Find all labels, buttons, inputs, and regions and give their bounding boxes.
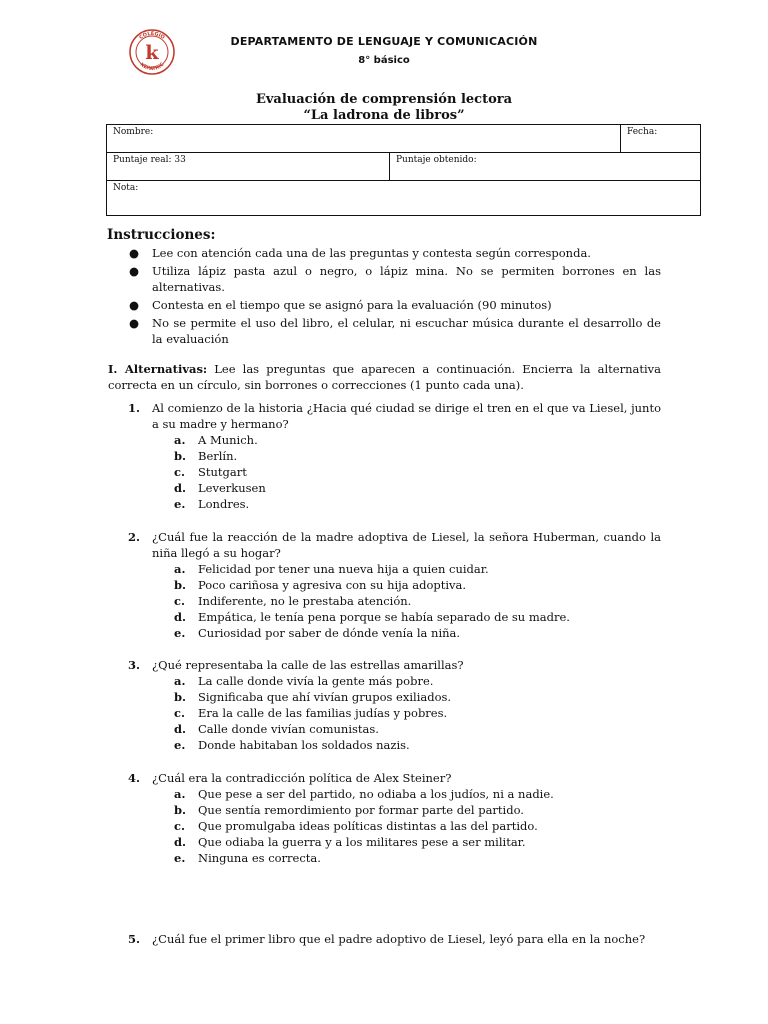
- option-item[interactable]: e. Ninguna es correcta.: [174, 851, 321, 865]
- section-text: Lee las preguntas que aparecen a continuación. Encierra la alternativa correcta en un círculo, sin borrones o correcciones (1 punto cada una).: [108, 362, 661, 392]
- question-number: 5.: [128, 932, 141, 946]
- real-score-field: [107, 153, 390, 181]
- instructions-list: [108, 245, 661, 349]
- option-item[interactable]: c. Indiferente, no le prestaba atención.: [174, 594, 412, 608]
- option-item[interactable]: d. Que odiaba la guerra y a los militares pese a ser militar.: [174, 835, 526, 849]
- name-field[interactable]: [107, 125, 621, 153]
- option-item[interactable]: b. Que sentía remordimiento por formar parte del partido.: [174, 803, 524, 817]
- option-item[interactable]: b. Poco cariñosa y agresiva con su hija adoptiva.: [174, 578, 467, 592]
- real-score-label: Puntaje real: 33: [113, 155, 186, 165]
- question-text: ¿Cuál era la contradicción política de Alex Steiner?: [152, 771, 452, 785]
- grade-label: 8° básico: [358, 55, 410, 66]
- bullet-icon: ●: [129, 316, 140, 330]
- date-field[interactable]: [620, 125, 700, 153]
- question-number: 1.: [128, 401, 141, 415]
- grade-field-label: Nota:: [113, 183, 139, 193]
- date-label: Fecha:: [626, 127, 658, 137]
- option-item[interactable]: d. Leverkusen: [174, 481, 266, 495]
- options-list: [108, 561, 661, 641]
- option-item[interactable]: c. Stutgart: [174, 465, 247, 479]
- options-list: [108, 432, 661, 512]
- question-number: 4.: [128, 771, 141, 785]
- section-label: I. Alternativas:: [108, 362, 208, 376]
- name-label: Nombre:: [113, 127, 154, 137]
- question-3: [108, 657, 661, 753]
- option-item[interactable]: a. Felicidad por tener una nueva hija a quien cuidar.: [174, 562, 489, 576]
- list-item: ● No se permite el uso del libro, el celular, ni escuchar música durante el desarrollo de la evaluación: [129, 316, 661, 346]
- option-item[interactable]: a. Que pese a ser del partido, no odiaba a los judíos, ni a nadie.: [174, 787, 554, 801]
- list-item: ● Lee con atención cada una de las preguntas y contesta según corresponda.: [129, 246, 591, 260]
- bullet-icon: ●: [129, 298, 140, 312]
- question-4: [108, 770, 661, 866]
- option-item[interactable]: a. A Munich.: [174, 433, 258, 447]
- option-item[interactable]: c. Que promulgaba ideas políticas distintas a las del partido.: [174, 819, 538, 833]
- question-text: ¿Cuál fue la reacción de la madre adoptiva de Liesel, la señora Huberman, cuando la niña llegó a su hogar?: [152, 530, 661, 560]
- logo-text-top: COLEGIO: [138, 30, 166, 41]
- question-2: [108, 529, 661, 641]
- section-instructions: [108, 361, 661, 393]
- department-title: DEPARTAMENTO DE LENGUAJE Y COMUNICACIÓN: [230, 35, 538, 48]
- option-item[interactable]: d. Empática, le tenía pena porque se había separado de su madre.: [174, 610, 570, 624]
- book-title: “La ladrona de libros”: [303, 108, 465, 123]
- option-item[interactable]: b. Significaba que ahí vivían grupos exiliados.: [174, 690, 452, 704]
- list-item: ● Contesta en el tiempo que se asignó para la evaluación (90 minutos): [129, 298, 552, 312]
- instructions-heading: Instrucciones:: [107, 227, 216, 243]
- bullet-icon: ●: [129, 264, 140, 278]
- grade-field[interactable]: [107, 181, 701, 216]
- bullet-icon: ●: [129, 246, 140, 260]
- option-item[interactable]: e. Curiosidad por saber de dónde venía la niña.: [174, 626, 461, 640]
- option-item[interactable]: b. Berlín.: [174, 449, 238, 463]
- options-list: [108, 673, 661, 753]
- option-item[interactable]: e. Londres.: [174, 497, 250, 511]
- evaluation-title: Evaluación de comprensión lectora: [255, 92, 513, 107]
- option-item[interactable]: d. Calle donde vivían comunistas.: [174, 722, 379, 736]
- question-text: ¿Qué representaba la calle de las estrellas amarillas?: [152, 658, 464, 672]
- question-5: [108, 931, 661, 947]
- obtained-score-field[interactable]: [390, 153, 701, 181]
- question-number: 2.: [128, 530, 141, 544]
- option-item[interactable]: a. La calle donde vivía la gente más pobre.: [174, 674, 434, 688]
- question-text: Al comienzo de la historia ¿Hacia qué ciudad se dirige el tren en el que va Liesel, junto a su madre y hermano?: [152, 401, 661, 431]
- obtained-score-label: Puntaje obtenido:: [396, 155, 477, 165]
- logo-text-bottom: KEPATRIC: [138, 61, 166, 73]
- student-info-table: [106, 124, 701, 216]
- question-text: ¿Cuál fue el primer libro que el padre adoptivo de Liesel, leyó para ella en la noche?: [152, 932, 646, 946]
- option-item[interactable]: c. Era la calle de las familias judías y pobres.: [174, 706, 448, 720]
- list-item: ● Utiliza lápiz pasta azul o negro, o lápiz mina. No se permiten borrones en las alternativas.: [129, 264, 661, 294]
- options-list: [108, 786, 661, 866]
- question-1: [108, 400, 661, 512]
- question-number: 3.: [128, 658, 141, 672]
- logo-letter: k: [145, 42, 159, 64]
- option-item[interactable]: e. Donde habitaban los soldados nazis.: [174, 738, 410, 752]
